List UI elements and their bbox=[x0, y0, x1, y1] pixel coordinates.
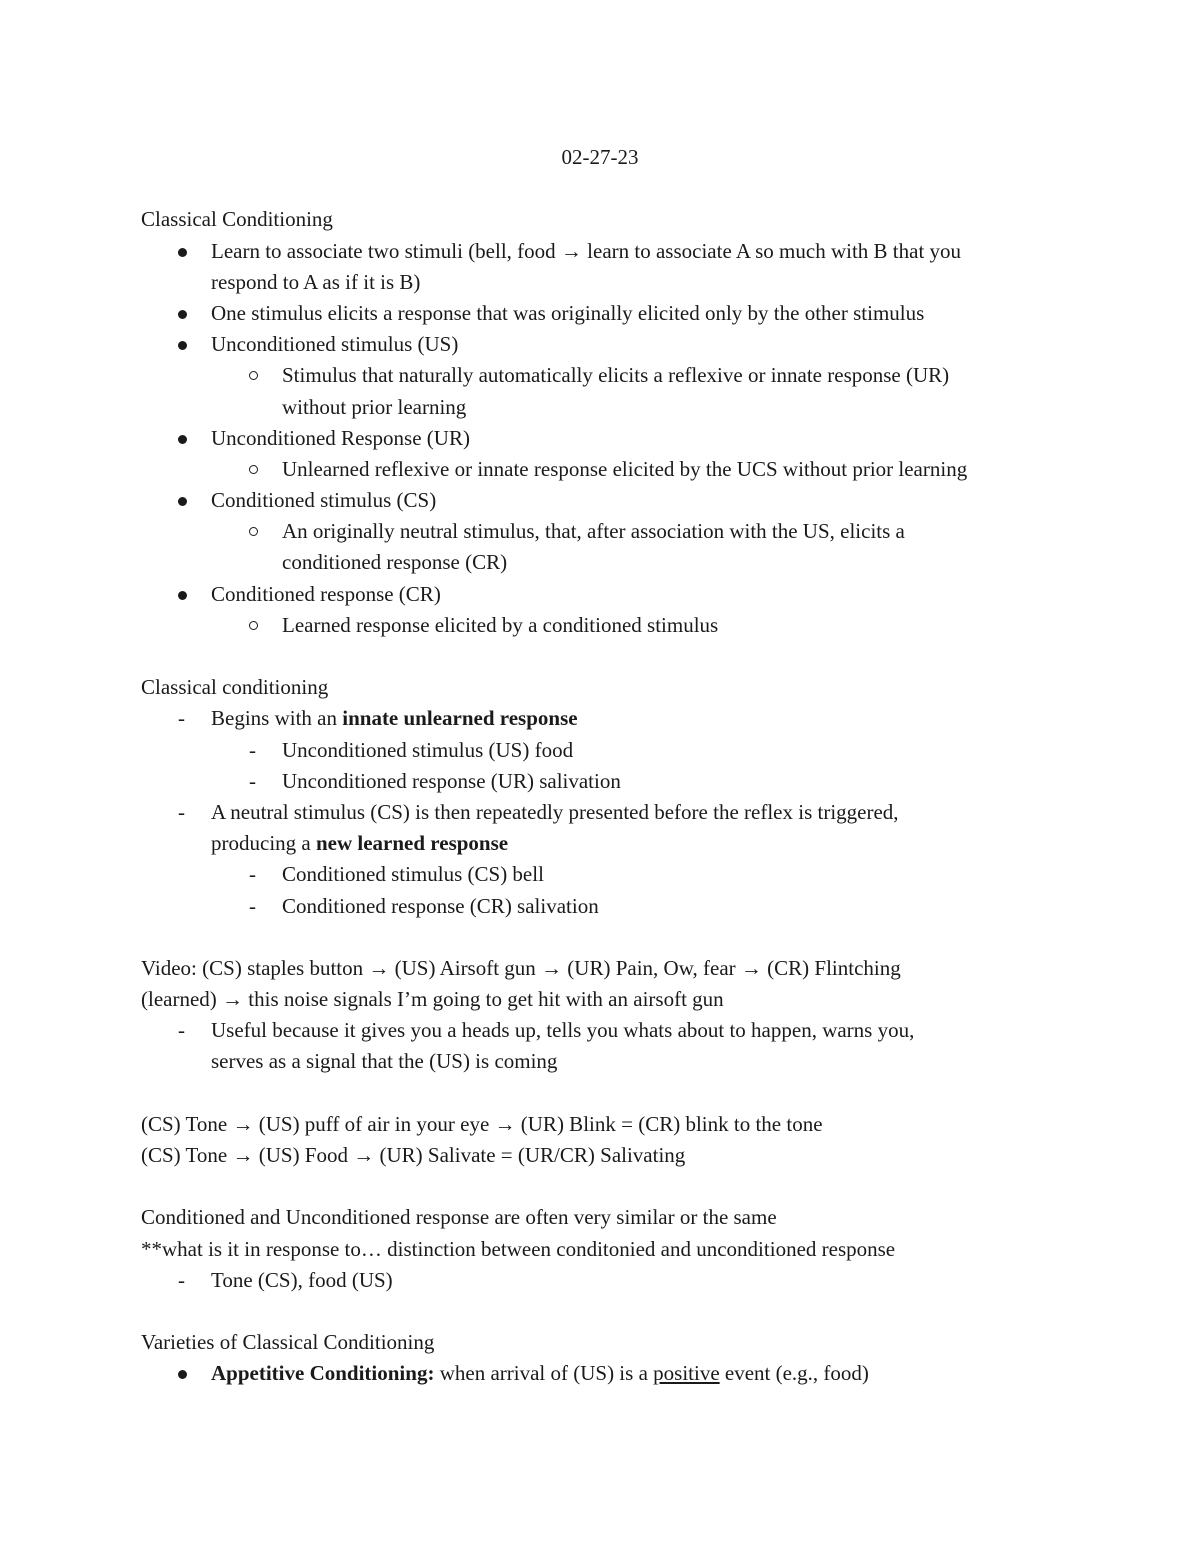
spacer bbox=[141, 1171, 1081, 1202]
dash-icon: - bbox=[178, 799, 185, 824]
bullet-item: Learn to associate two stimuli (bell, food → learn to associate A so much with B that you bbox=[141, 236, 1081, 267]
paragraph-line: Video: (CS) staples button → (US) Airsoft gun → (UR) Pain, Ow, fear → (CR) Flintching bbox=[141, 955, 901, 980]
hollow-bullet-icon bbox=[249, 621, 258, 630]
paragraph-line: Conditioned and Unconditioned response are often very similar or the same bbox=[141, 1205, 777, 1230]
sub-dash-item: - Unconditioned response (UR) salivation bbox=[141, 766, 1081, 797]
dash-icon: - bbox=[178, 1018, 185, 1043]
bullet-icon bbox=[178, 497, 187, 506]
sub-dash-item: - Conditioned stimulus (CS) bell bbox=[141, 859, 1081, 890]
sub-bullet-item: Stimulus that naturally automatically elicits a reflexive or innate response (UR) bbox=[141, 360, 1081, 391]
dash-continuation: producing a new learned response bbox=[211, 831, 509, 856]
spacer bbox=[141, 173, 1081, 204]
bullet-item: Unconditioned stimulus (US) bbox=[141, 329, 1081, 360]
dash-icon: - bbox=[249, 737, 256, 762]
bullet-continuation: respond to A as if it is B) bbox=[211, 269, 421, 294]
bullet-item: Conditioned response (CR) bbox=[141, 579, 1081, 610]
dash-item: - Begins with an innate unlearned response bbox=[141, 703, 1081, 734]
dash-continuation: serves as a signal that the (US) is coming bbox=[211, 1049, 558, 1074]
hollow-bullet-icon bbox=[249, 371, 258, 380]
bullet-icon bbox=[178, 1370, 187, 1379]
hollow-bullet-icon bbox=[249, 465, 258, 474]
dash-item: - Tone (CS), food (US) bbox=[141, 1265, 1081, 1296]
hollow-bullet-icon bbox=[249, 527, 258, 536]
section-heading: Classical conditioning bbox=[141, 675, 329, 700]
sub-dash-item: - Conditioned response (CR) salivation bbox=[141, 891, 1081, 922]
section-heading: Varieties of Classical Conditioning bbox=[141, 1330, 435, 1355]
dash-item: - A neutral stimulus (CS) is then repeatedly presented before the reflex is triggered, bbox=[141, 797, 1081, 828]
dash-icon: - bbox=[249, 862, 256, 887]
spacer bbox=[141, 641, 1081, 672]
date-header: 02-27-23 bbox=[561, 145, 639, 169]
spacer bbox=[141, 922, 1081, 953]
bullet-item: One stimulus elicits a response that was originally elicited only by the other stimulus bbox=[141, 298, 1081, 329]
dash-icon: - bbox=[178, 1267, 185, 1292]
document-body bbox=[141, 142, 1081, 1390]
sub-bullet-continuation: without prior learning bbox=[282, 394, 467, 419]
sub-bullet-item: An originally neutral stimulus, that, after association with the US, elicits a bbox=[141, 516, 1081, 547]
paragraph-line: (CS) Tone → (US) puff of air in your eye → (UR) Blink = (CR) blink to the tone bbox=[141, 1111, 823, 1136]
bullet-icon bbox=[178, 310, 187, 319]
dash-icon: - bbox=[249, 768, 256, 793]
bullet-item: Conditioned stimulus (CS) bbox=[141, 485, 1081, 516]
sub-bullet-item: Unlearned reflexive or innate response elicited by the UCS without prior learning bbox=[141, 454, 1081, 485]
sub-dash-item: - Unconditioned stimulus (US) food bbox=[141, 735, 1081, 766]
spacer bbox=[141, 1296, 1081, 1327]
paragraph-line: (learned) → this noise signals I’m going to get hit with an airsoft gun bbox=[141, 987, 724, 1012]
bullet-icon bbox=[178, 591, 187, 600]
spacer bbox=[141, 1078, 1081, 1109]
bullet-item: Unconditioned Response (UR) bbox=[141, 423, 1081, 454]
bullet-icon bbox=[178, 248, 187, 257]
dash-icon: - bbox=[249, 893, 256, 918]
dash-icon: - bbox=[178, 706, 185, 731]
bullet-icon bbox=[178, 435, 187, 444]
paragraph-line: **what is it in response to… distinction between conditonied and unconditioned response bbox=[141, 1236, 896, 1261]
paragraph-line: (CS) Tone → (US) Food → (UR) Salivate = (UR/CR) Salivating bbox=[141, 1143, 686, 1167]
dash-item: - Useful because it gives you a heads up, tells you whats about to happen, warns you, bbox=[141, 1015, 1081, 1046]
sub-bullet-item: Learned response elicited by a conditioned stimulus bbox=[141, 610, 1081, 641]
bullet-icon bbox=[178, 341, 187, 350]
section-heading: Classical Conditioning bbox=[141, 207, 333, 232]
bullet-item: Appetitive Conditioning: when arrival of (US) is a positive event (e.g., food) bbox=[141, 1358, 1081, 1389]
sub-bullet-continuation: conditioned response (CR) bbox=[282, 550, 508, 575]
